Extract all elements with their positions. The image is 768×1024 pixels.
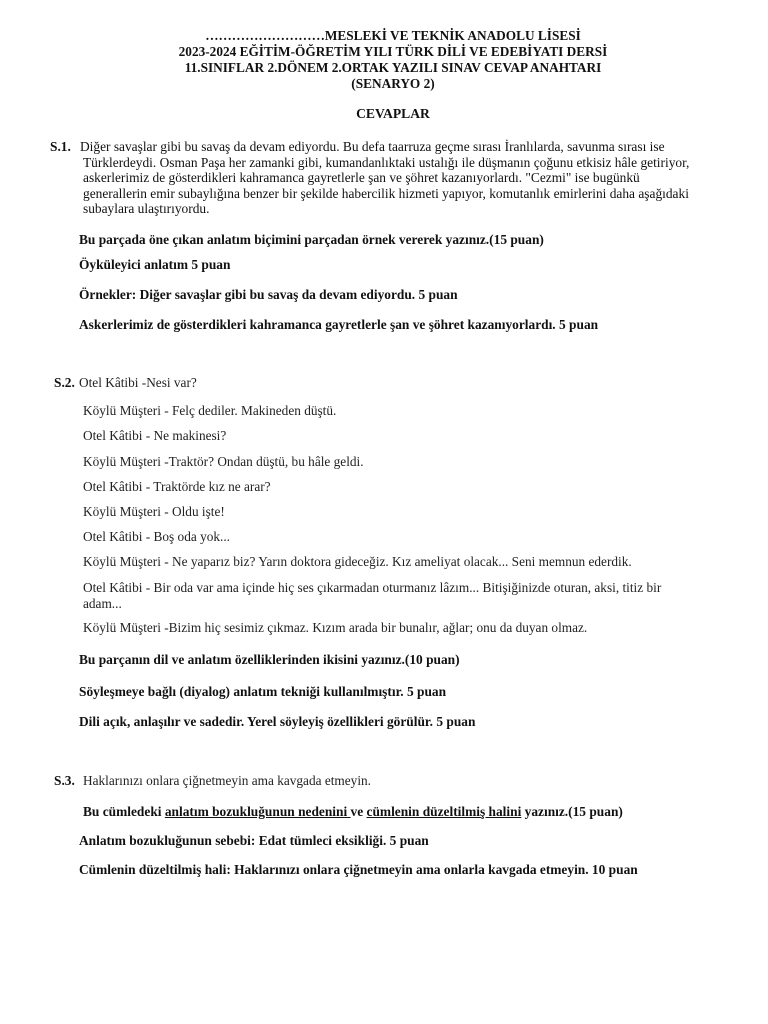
q2-dialogue-line: Otel Kâtibi - Boş oda yok... bbox=[83, 529, 230, 544]
school-name: ………………………MESLEKİ VE TEKNİK ANADOLU LİSESİ bbox=[205, 28, 581, 43]
q3-sentence: Haklarınızı onlara çiğnetmeyin ama kavgada etmeyin. bbox=[83, 773, 371, 788]
q2-dialogue-line: adam... bbox=[83, 596, 122, 611]
q1-question: Bu parçada öne çıkan anlatım biçimini parçadan örnek vererek yazınız.(15 puan) bbox=[79, 232, 544, 247]
q2-dialogue-line: Köylü Müşteri - Ne yaparız biz? Yarın doktora gideceğiz. Kız ameliyat olacak... Seni memnun ederdik. bbox=[83, 554, 632, 569]
q2-number: S.2. bbox=[54, 375, 75, 390]
q2-dialogue-line: Köylü Müşteri - Oldu işte! bbox=[83, 504, 225, 519]
q1-number: S.1. bbox=[50, 139, 71, 154]
q1-passage-line: askerlerimiz de gösterdikleri kahramanca gayretlerle şan ve şöhret kazanıyorlardı. "Cezmi" ise bugünkü bbox=[83, 170, 640, 185]
q3-question-underlined: cümlenin düzeltilmiş halini bbox=[366, 804, 522, 819]
q3-question-part: yazınız.(15 puan) bbox=[521, 804, 623, 819]
q2-dialogue-line: Köylü Müşteri -Traktör? Ondan düştü, bu hâle geldi. bbox=[83, 454, 364, 469]
academic-year-title: 2023-2024 EĞİTİM-ÖĞRETİM YILI TÜRK DİLİ VE EDEBİYATI DERSİ bbox=[178, 44, 608, 59]
q1-answer: Askerlerimiz de gösterdikleri kahramanca gayretlerle şan ve şöhret kazanıyorlardı. 5 puan bbox=[79, 317, 599, 332]
document-header bbox=[0, 28, 768, 92]
q3-question-part: ve bbox=[350, 804, 367, 819]
q2-dialogue-line: Köylü Müşteri - Felç dediler. Makineden düştü. bbox=[83, 403, 337, 418]
q2-dialogue-line: Köylü Müşteri -Bizim hiç sesimiz çıkmaz. Kızım arada bir bunalır, ağlar; onu da duyan olmaz. bbox=[83, 620, 588, 635]
q3-number: S.3. bbox=[54, 773, 75, 788]
q1-passage-line: Diğer savaşlar gibi bu savaş da devam ediyordu. Bu defa taarruza geçme sırası İranlılarda, savunma sırası ise bbox=[80, 139, 665, 154]
section-title: CEVAPLAR bbox=[356, 106, 430, 121]
q3-answer: Cümlenin düzeltilmiş hali: Haklarınızı onlara çiğnetmeyin ama onlarla kavgada etmeyin. 10 puan bbox=[79, 862, 638, 877]
q2-answer: Söyleşmeye bağlı (diyalog) anlatım tekniği kullanılmıştır. 5 puan bbox=[79, 684, 447, 699]
q3-answer: Anlatım bozukluğunun sebebi: Edat tümleci eksikliği. 5 puan bbox=[79, 833, 429, 848]
q1-passage bbox=[80, 139, 690, 217]
q1-answer: Örnekler: Diğer savaşlar gibi bu savaş da devam ediyordu. 5 puan bbox=[79, 287, 458, 302]
q1-answer: Öyküleyici anlatım 5 puan bbox=[79, 257, 231, 272]
q2-dialogue-line: Otel Kâtibi - Bir oda var ama içinde hiç ses çıkarmadan oturmanız lâzım... Bitişiğinizde oturan, aksi, titiz bir bbox=[83, 580, 662, 595]
q2-dialogue-line: Otel Kâtibi - Ne makinesi? bbox=[83, 428, 227, 443]
q1-passage-line: generallerin emir subaylığına benzer bir şekilde habercilik hizmeti yapıyor, komutanlık emirlerini daha aşağıdaki bbox=[83, 185, 689, 201]
q2-dialogue-line: Otel Kâtibi - Traktörde kız ne arar? bbox=[83, 479, 271, 494]
q2-dialogue-line: Otel Kâtibi -Nesi var? bbox=[79, 375, 197, 390]
q1-passage-line: subaylara ulaştırıyordu. bbox=[83, 201, 210, 216]
q2-question: Bu parçanın dil ve anlatım özelliklerinden ikisini yazınız.(10 puan) bbox=[79, 652, 460, 667]
scenario-label: (SENARYO 2) bbox=[351, 76, 435, 91]
q1-passage-line: Türklerdeydi. Osman Paşa her zamanki gibi, kumandanlıktaki ustalığı ile düşmanın çoğunu etkisiz hâle getiriyor, bbox=[83, 154, 690, 170]
q3-question-part: Bu cümledeki bbox=[83, 804, 165, 819]
q3-question bbox=[83, 804, 623, 820]
exam-title: 11.SINIFLAR 2.DÖNEM 2.ORTAK YAZILI SINAV CEVAP ANAHTARI bbox=[184, 60, 602, 75]
q2-answer: Dili açık, anlaşılır ve sadedir. Yerel söyleyiş özellikleri görülür. 5 puan bbox=[79, 714, 476, 729]
q3-question-underlined: anlatım bozukluğunun nedenini bbox=[164, 804, 351, 819]
